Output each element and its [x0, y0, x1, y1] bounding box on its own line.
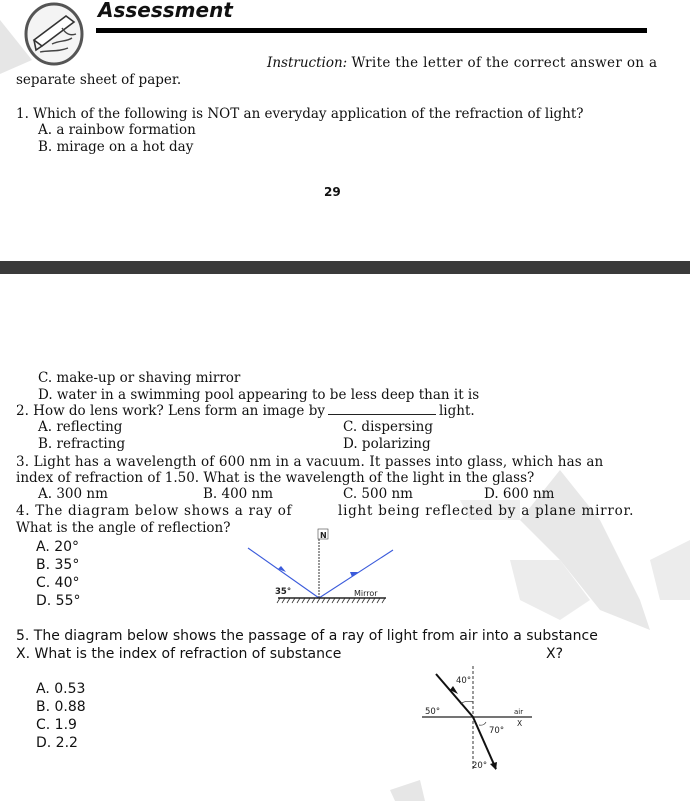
angle-top-label: 40°: [456, 676, 472, 686]
q3-stem-line2: index of refraction of 1.50. What is the wavelength of the light in the glass?: [16, 470, 535, 486]
substance-x-label: X: [517, 719, 523, 728]
answer-blank: [328, 402, 436, 415]
q4-stem-line1a: 4. The diagram below shows a ray of: [16, 503, 293, 519]
angle-bottom-label: 20°: [472, 761, 488, 771]
q2-option-b: B. refracting: [38, 436, 126, 452]
air-label: air: [514, 708, 524, 716]
reflected-ray-arrow: [350, 572, 358, 577]
q3-option-c: C. 500 nm: [343, 486, 413, 502]
q1-stem: 1. Which of the following is NOT an everyday application of the refraction of light?: [16, 106, 584, 122]
page-break-band: [0, 261, 690, 274]
q4-stem-line2: What is the angle of reflection?: [16, 520, 231, 536]
q3-stem-line1: 3. Light has a wavelength of 600 nm in a vacuum. It passes into glass, which has an: [16, 454, 604, 470]
pen-writing-icon: [22, 0, 86, 70]
q4-stem-line1b: light being reflected by a plane mirror.: [338, 503, 635, 519]
q4-option-b: B. 35°: [36, 557, 80, 573]
q2-stem-before: 2. How do lens work? Lens form an image by: [16, 403, 325, 419]
refraction-diagram: [416, 662, 536, 774]
q4-option-d: D. 55°: [36, 593, 81, 609]
title-underline: [96, 28, 647, 33]
q5-stem-line2b: X?: [546, 646, 564, 662]
q2-option-d: D. polarizing: [343, 436, 431, 452]
q5-option-c: C. 1.9: [36, 717, 77, 733]
q5-option-b: B. 0.88: [36, 699, 86, 715]
instruction-label: Instruction:: [267, 55, 348, 71]
mirror-label: Mirror: [354, 589, 378, 598]
q2-option-c: C. dispersing: [343, 419, 433, 435]
q2-option-a: A. reflecting: [38, 419, 123, 435]
q1-option-d: D. water in a swimming pool appearing to be less deep than it is: [38, 387, 480, 403]
q1-option-c: C. make-up or shaving mirror: [38, 370, 241, 386]
q5-option-d: D. 2.2: [36, 735, 78, 751]
q1-option-a: A. a rainbow formation: [38, 122, 196, 138]
q3-option-a: A. 300 nm: [38, 486, 108, 502]
q5-stem-line1: 5. The diagram below shows the passage of a ray of light from air into a substance: [16, 628, 598, 644]
reflection-diagram: [240, 528, 410, 612]
angle-right-label: 70°: [489, 726, 505, 736]
incident-ray-arrow: [278, 566, 286, 572]
q4-option-c: C. 40°: [36, 575, 80, 591]
q5-option-a: A. 0.53: [36, 681, 86, 697]
angle-left-label: 50°: [425, 707, 441, 717]
q3-option-d: D. 600 nm: [484, 486, 555, 502]
mirror-hatching: [277, 598, 385, 603]
normal-label: N: [320, 531, 327, 540]
page-title: Assessment: [98, 0, 233, 22]
page-number: 29: [324, 185, 341, 199]
incident-angle-label: 35°: [275, 587, 292, 597]
instruction-text: Write the letter of the correct answer on a: [351, 55, 658, 71]
q3-option-b: B. 400 nm: [203, 486, 274, 502]
q2-stem: [16, 402, 475, 419]
q4-option-a: A. 20°: [36, 539, 80, 555]
q5-stem-line2a: X. What is the index of refraction of substance: [16, 646, 342, 662]
instruction-continuation: separate sheet of paper.: [16, 72, 182, 88]
q1-option-b: B. mirage on a hot day: [38, 139, 194, 155]
refracted-ray-arrow: [490, 762, 497, 770]
q2-stem-after: light.: [438, 403, 475, 419]
instruction-line: [267, 55, 657, 71]
angle-arc: [479, 722, 486, 725]
